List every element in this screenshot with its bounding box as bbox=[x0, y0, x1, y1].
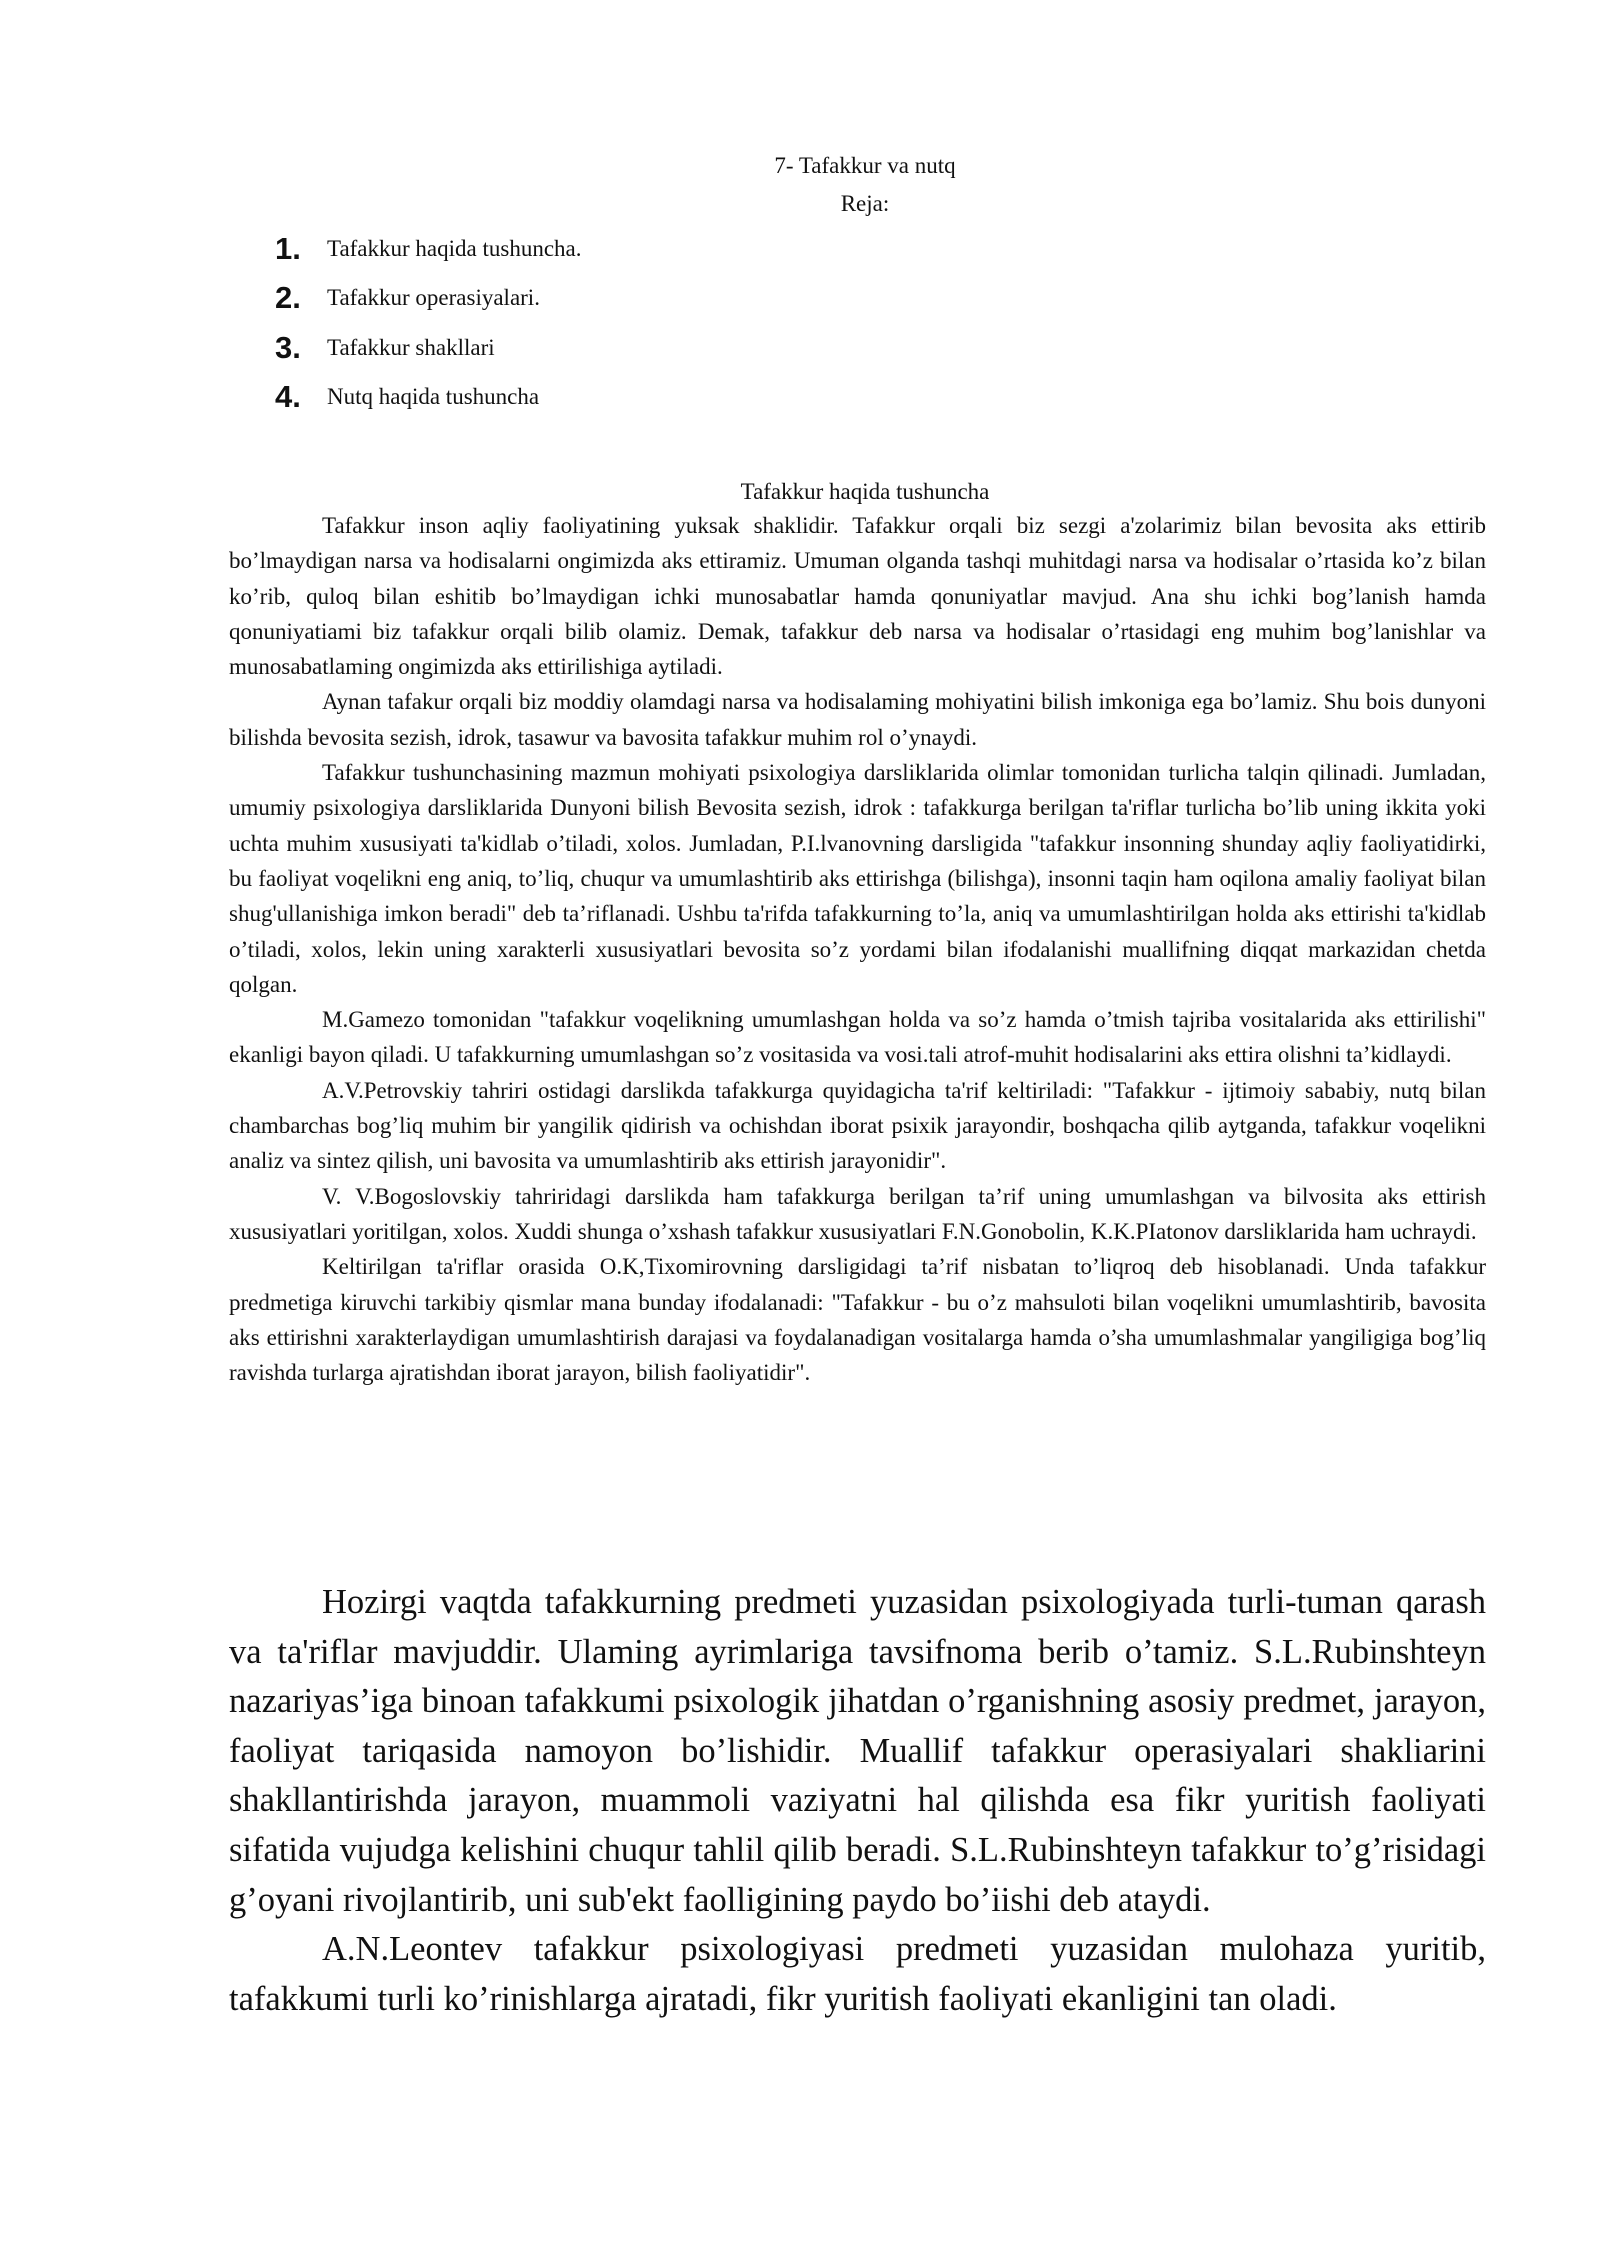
paragraph: Hozirgi vaqtda tafakkurning predmeti yuzasidan psixologiyada turli-tuman qarash va ta'riflar mavjuddir. Ulaming ayrimlariga tavsifnoma berib o’tamiz. S.L.Rubinshteyn nazariyas’iga binoan tafakkumi psixologik jihatdan o’rganishning asosiy predmet, jarayon, faoliyat tariqasida namoyon bo’lishidir. Muallif tafakkur operasiyalari shakliarini shakllantirishda jarayon, muammoli vaziyatni hal qilishda esa fikr yuritish faoliyati sifatida vujudga kelishini chuqur tahlil qilib beradi. S.L.Rubinshteyn tafakkur to’g’risidagi g’oyani rivojlantirib, uni sub'ekt faolligining paydo bo’iishi deb ataydi. bbox=[229, 1583, 1486, 1919]
plan-item-number: 1. bbox=[275, 230, 301, 266]
document-title: 7- Tafakkur va nutq bbox=[774, 153, 956, 178]
plan-item bbox=[275, 373, 582, 423]
paragraph: Tafakkur inson aqliy faoliyatining yuksak shaklidir. Tafakkur orqali biz sezgi a'zolarimiz bilan bevosita aks ettirib bo’lmaydigan narsa va hodisalarni ongimizda aks ettiramiz. Umuman olganda tashqi muhitdagi narsa va hodisalar o’rtasida ko’z bilan ko’rib, quloq bilan eshitib bo’lmaydigan ichki munosabatlar hamda qonuniyatlar mavjud. Ana shu ichki bog’lanish hamda qonuniyatiami biz tafakkur orqali bilib olamiz. Demak, tafakkur deb narsa va hodisalar o’rtasidagi eng muhim bog’lanishlar va munosabatlaming ongimizda aks ettirilishiga aytiladi. bbox=[229, 513, 1486, 680]
plan-item-text: Tafakkur operasiyalari. bbox=[327, 285, 540, 311]
plan-item-text: Nutq haqida tushuncha bbox=[327, 384, 540, 410]
plan-item-text: Tafakkur shakllari bbox=[327, 334, 495, 360]
plan-item-number: 3. bbox=[275, 329, 301, 365]
plan-item-number: 2. bbox=[275, 280, 301, 316]
plan-item-text: Tafakkur haqida tushuncha. bbox=[327, 235, 582, 261]
plan-list bbox=[275, 224, 582, 422]
plan-item bbox=[275, 274, 582, 324]
plan-item-number: 4. bbox=[275, 379, 301, 415]
plan-heading: Reja: bbox=[840, 191, 890, 216]
plan-item bbox=[275, 323, 582, 373]
plan-item bbox=[275, 224, 582, 274]
paragraph: Tafakkur tushunchasining mazmun mohiyati psixologiya darsliklarida olimlar tomonidan turlicha talqin qilinadi. Jumladan, umumiy psixologiya darsliklarida Dunyoni bilish Bevosita sezish, idrok : tafakkurga berilgan ta'riflar turlicha bo’lib uning ikkita yoki uchta muhim xususiyati ta'kidlab o’tiladi, xolos. Jumladan, P.I.lvanovning darsligida "tafakkur insonning shunday aqliy faoliyatidirki, bu faoliyat voqelikni eng aniq, to’liq, chuqur va umumlashtirib aks ettirishga (bilishga), insonni taqin ham oqilona amaliy faoliyat bilan shug'ullanishiga imkon beradi" deb ta’riflanadi. Ushbu ta'rifda tafakkurning to’la, aniq va umumlashtirilgan holda aks ettirishi ta'kidlab o’tiladi, xolos, lekin uning xarakterli xususiyatlari bevosita so’z yordami bilan ifodalanishi muallifning diqqat markazidan chetda qolgan. bbox=[229, 760, 1486, 997]
paragraph: M.Gamezo tomonidan "tafakkur voqelikning umumlashgan holda va so’z hamda o’tmish tajriba vositalarida aks ettirilishi" ekanligi bayon qiladi. U tafakkurning umumlashgan so’z vositasida va vosi.tali atrof-muhit hodisalarini aks ettira olishni ta’kidlaydi. bbox=[229, 1007, 1486, 1068]
body-text-large bbox=[229, 1578, 1486, 2024]
section-title: Tafakkur haqida tushuncha bbox=[740, 479, 990, 504]
paragraph: Aynan tafakur orqali biz moddiy olamdagi narsa va hodisalaming mohiyatini bilish imkoniga ega bo’lamiz. Shu bois dunyoni bilishda bevosita sezish, idrok, tasawur va bavosita tafakkur muhim rol o’ynaydi. bbox=[229, 689, 1486, 750]
paragraph: A.V.Petrovskiy tahriri ostidagi darslikda tafakkurga quyidagicha ta'rif keltiriladi: "Tafakkur - ijtimoiy sababiy, nutq bilan chambarchas bog’liq muhim bir yangilik qidirish va ochishdan iborat psixik jarayondir, boshqacha qilib aytganda, tafakkur voqelikni analiz va sintez qilish, uni bavosita va umumlashtirib aks ettirish jarayonidir". bbox=[229, 1077, 1486, 1174]
paragraph: A.N.Leontev tafakkur psixologiyasi predmeti yuzasidan mulohaza yuritib, tafakkumi turli ko’rinishlarga ajratadi, fikr yuritish faoliyati ekanligini tan oladi. bbox=[229, 1930, 1486, 2018]
paragraph: Keltirilgan ta'riflar orasida O.K,Tixomirovning darsligidagi ta’rif nisbatan to’liqroq deb hisoblanadi. Unda tafakkur predmetiga kiruvchi tarkibiy qismlar mana bunday ifodalanadi: "Tafakkur - bu o’z mahsuloti bilan voqelikni umumlashtirib, bavosita aks ettirishni xarakterlaydigan umumlashtirish darajasi va foydalanadigan vositalarga hamda o’sha umumlashmalar yangiligiga bog’liq ravishda turlarga ajratishdan iborat jarayon, bilish faoliyatidir". bbox=[229, 1254, 1486, 1386]
body-text-small bbox=[229, 508, 1486, 1390]
paragraph: V. V.Bogoslovskiy tahriridagi darslikda ham tafakkurga berilgan ta’rif uning umumlashgan va bilvosita aks ettirish xususiyatlari yoritilgan, xolos. Xuddi shunga o’xshash tafakkur xususiyatlari F.N.Gonobolin, K.K.PIatonov darsliklarida ham uchraydi. bbox=[229, 1183, 1486, 1244]
